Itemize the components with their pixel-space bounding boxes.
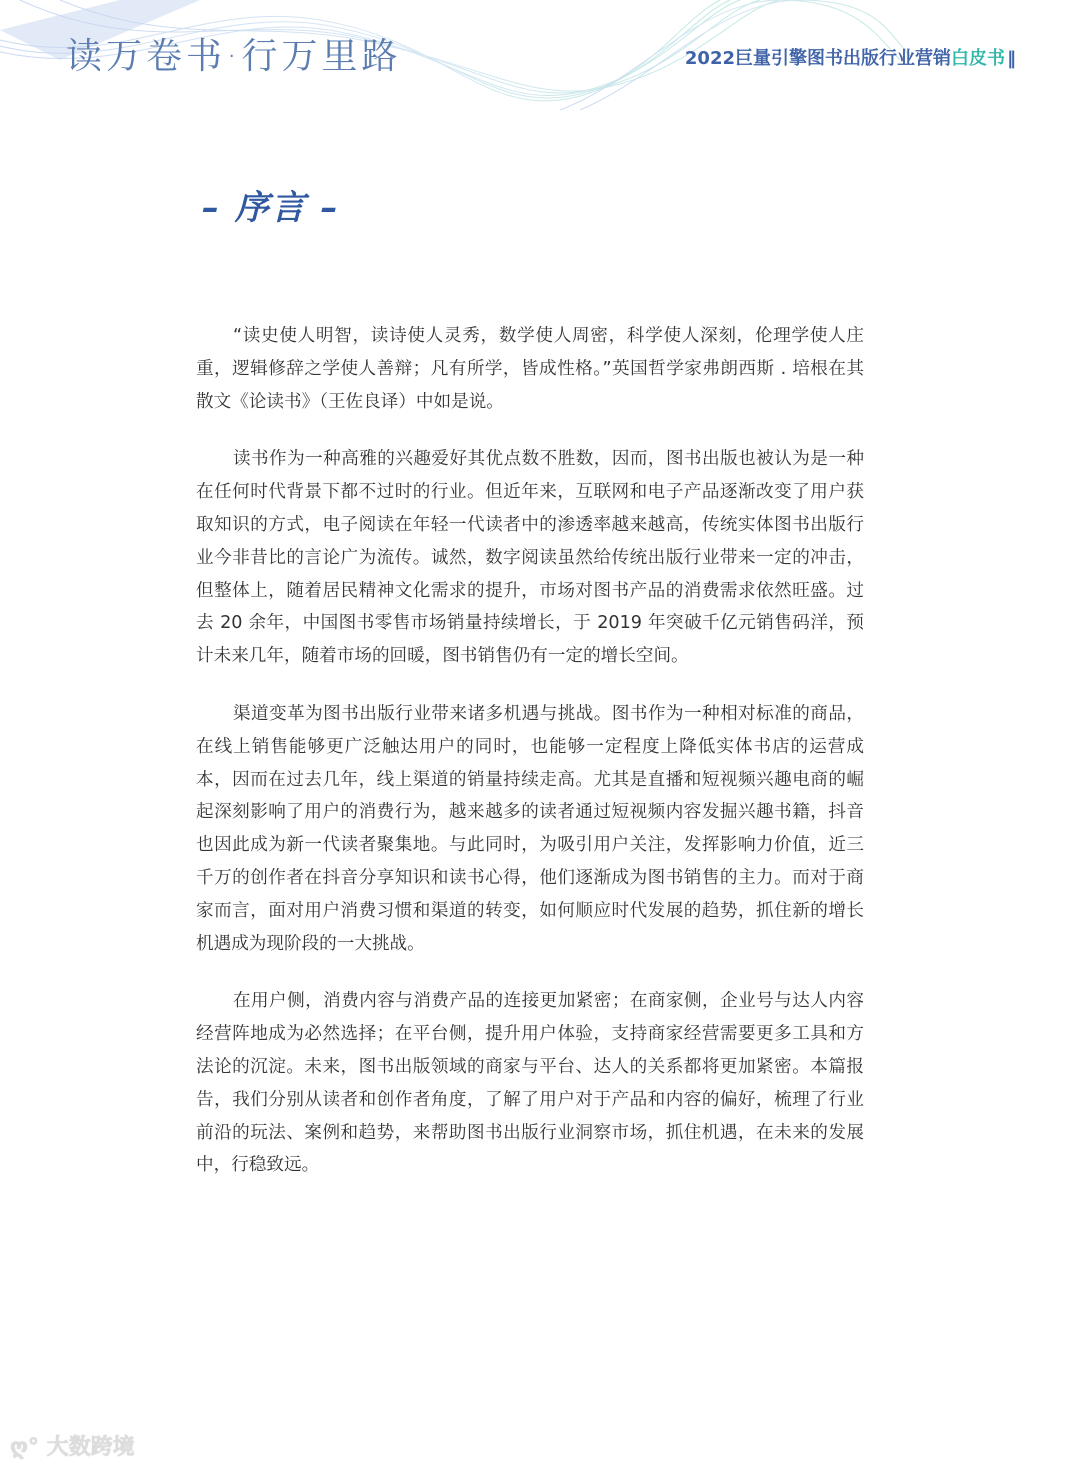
watermark	[10, 1430, 135, 1461]
paragraph: 渠道变革为图书出版行业带来诸多机遇与挑战。图书作为一种相对标准的商品，在线上销售能够更广泛触达用户的同时，也能够一定程度上降低实体书店的运营成本，因而在过去几年，线上渠道的销量持续走高。尤其是直播和短视频兴趣电商的崛起深刻影响了用户的消费行为，越来越多的读者通过短视频内容发掘兴趣书籍，抖音也因此成为新一代读者聚集地。与此同时，为吸引用户关注，发挥影响力价值，近三千万的创作者在抖音分享知识和读书心得，他们逐渐成为图书销售的主力。而对于商家而言，面对用户消费习惯和渠道的转变，如何顺应时代发展的趋势，抓住新的增长机遇成为现阶段的一大挑战。	[196, 703, 864, 954]
slogan: 读万卷书·行万里路	[66, 36, 402, 77]
paragraph: 读书作为一种高雅的兴趣爱好其优点数不胜数，因而，图书出版也被认为是一种在任何时代背景下都不过时的行业。但近年来，互联网和电子产品逐渐改变了用户获取知识的方式，电子阅读在年轻一代读者中的渗透率越来越高，传统实体图书出版行业今非昔比的言论广为流传。诚然，数字阅读虽然给传统出版行业带来一定的冲击，但整体上，随着居民精神文化需求的提升，市场对图书产品的消费需求依然旺盛。过去 20 余年，中国图书零售市场销量持续增长，于 2019 年突破千亿元销售码洋，预计未来几年，随着市场的回暖，图书销售仍有一定的增长空间。	[196, 449, 864, 667]
report-title-main: 2022巨量引擎图书出版行业营销	[684, 48, 951, 69]
report-title	[685, 44, 1016, 70]
preface-body	[196, 320, 864, 1207]
section-title: – 序言 –	[202, 188, 340, 228]
watermark-logo-icon: ღ°	[10, 1435, 47, 1460]
report-title-mark: ‖	[1007, 48, 1016, 69]
paragraph: “读史使人明智，读诗使人灵秀，数学使人周密，科学使人深刻，伦理学使人庄重，逻辑修辞之学使人善辩；凡有所学，皆成性格。”英国哲学家弗朗西斯 . 培根在其散文《论读书》（王佐良译）中如是说。	[196, 326, 864, 412]
report-title-highlight: 白皮书	[951, 48, 1005, 69]
paragraph: 在用户侧，消费内容与消费产品的连接更加紧密；在商家侧，企业号与达人内容经营阵地成为必然选择；在平台侧，提升用户体验，支持商家经营需要更多工具和方法论的沉淀。未来，图书出版领域的商家与平台、达人的关系都将更加紧密。本篇报告，我们分别从读者和创作者角度，了解了用户对于产品和内容的偏好，梳理了行业前沿的玩法、案例和趋势，来帮助图书出版行业洞察市场，抓住机遇，在未来的发展中，行稳致远。	[196, 991, 864, 1176]
watermark-text: 大数跨境	[46, 1435, 135, 1460]
